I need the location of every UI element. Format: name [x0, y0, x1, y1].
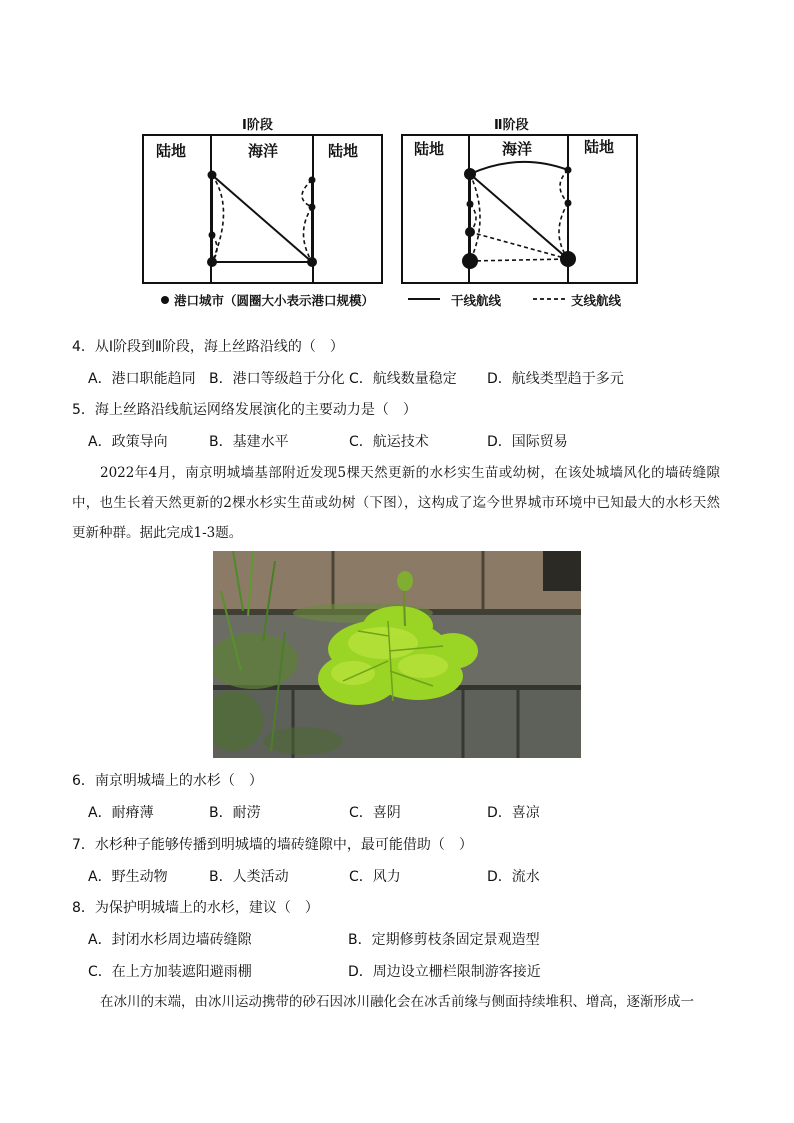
stage2-land-right: 陆地 — [584, 138, 615, 156]
question-4-stem: 4．从Ⅰ阶段到Ⅱ阶段，海上丝路沿线的（ ） — [72, 339, 344, 355]
photo-illustration — [213, 551, 581, 758]
question-8-option-d: D．周边设立栅栏限制游客接近 — [348, 964, 541, 980]
question-7-option-b: B．人类活动 — [209, 869, 289, 885]
question-6-option-c: C．喜阴 — [349, 805, 401, 821]
question-4-option-d: D．航线类型趋于多元 — [487, 371, 624, 387]
question-6-option-a: A．耐瘠薄 — [88, 805, 154, 821]
question-5-option-d: D．国际贸易 — [487, 434, 568, 450]
legend-trunk-route: 干线航线 — [451, 293, 502, 308]
question-5-stem: 5．海上丝路沿线航运网络发展演化的主要动力是（ ） — [72, 402, 417, 418]
route-diagram-svg — [140, 108, 660, 313]
legend-branch-route: 支线航线 — [571, 293, 622, 308]
question-8-stem: 8．为保护明城墙上的水杉，建议（ ） — [72, 900, 319, 916]
question-4-option-b: B．港口等级趋于分化 — [209, 371, 345, 387]
stage1-ocean: 海洋 — [248, 142, 279, 160]
legend-port-city: 港口城市（圆圈大小表示港口规模） — [174, 293, 375, 308]
question-6-option-d: D．喜凉 — [487, 805, 540, 821]
question-8-option-b: B．定期修剪枝条固定景观造型 — [348, 932, 540, 948]
question-6-stem: 6．南京明城墙上的水杉（ ） — [72, 773, 263, 789]
legend-port-symbol — [161, 296, 169, 304]
question-8-option-c: C．在上方加装遮阳避雨棚 — [88, 964, 252, 980]
question-8-option-a: A．封闭水杉周边墙砖缝隙 — [88, 932, 252, 948]
question-4-option-c: C．航线数量稳定 — [349, 371, 457, 387]
stage2-ocean: 海洋 — [502, 140, 533, 158]
stage2-title: Ⅱ阶段 — [494, 118, 529, 133]
stage1-land-right: 陆地 — [328, 142, 359, 160]
stage1-land-left: 陆地 — [156, 142, 187, 160]
metasequoia-wall-photo — [213, 551, 581, 758]
question-5-option-b: B．基建水平 — [209, 434, 289, 450]
passage-1: 2022年4月，南京明城墙基部附近发现5棵天然更新的水杉实生苗或幼树，在该处城墙风化的墙砖缝隙中，也生长着天然更新的2棵水杉实生苗或幼树（下图），这构成了迄今世界城市环境中已知最大的水杉天然更新种群。据此完成1-3题。 — [72, 465, 720, 541]
question-7-option-c: C．风力 — [349, 869, 401, 885]
question-4-option-a: A．港口职能趋同 — [88, 371, 196, 387]
question-6-option-b: B．耐涝 — [209, 805, 261, 821]
question-7-option-a: A．野生动物 — [88, 869, 168, 885]
route-diagram — [140, 108, 660, 313]
stage2-land-left: 陆地 — [414, 140, 445, 158]
question-5-option-a: A．政策导向 — [88, 434, 168, 450]
passage-2: 在冰川的末端，由冰川运动携带的砂石因冰川融化会在冰舌前缘与侧面持续堆积、增高，逐渐形成一 — [100, 994, 694, 1010]
stage1-title: Ⅰ阶段 — [242, 118, 273, 133]
question-7-stem: 7．水杉种子能够传播到明城墙的墙砖缝隙中，最可能借助（ ） — [72, 837, 473, 853]
question-7-option-d: D．流水 — [487, 869, 540, 885]
question-5-option-c: C．航运技术 — [349, 434, 429, 450]
